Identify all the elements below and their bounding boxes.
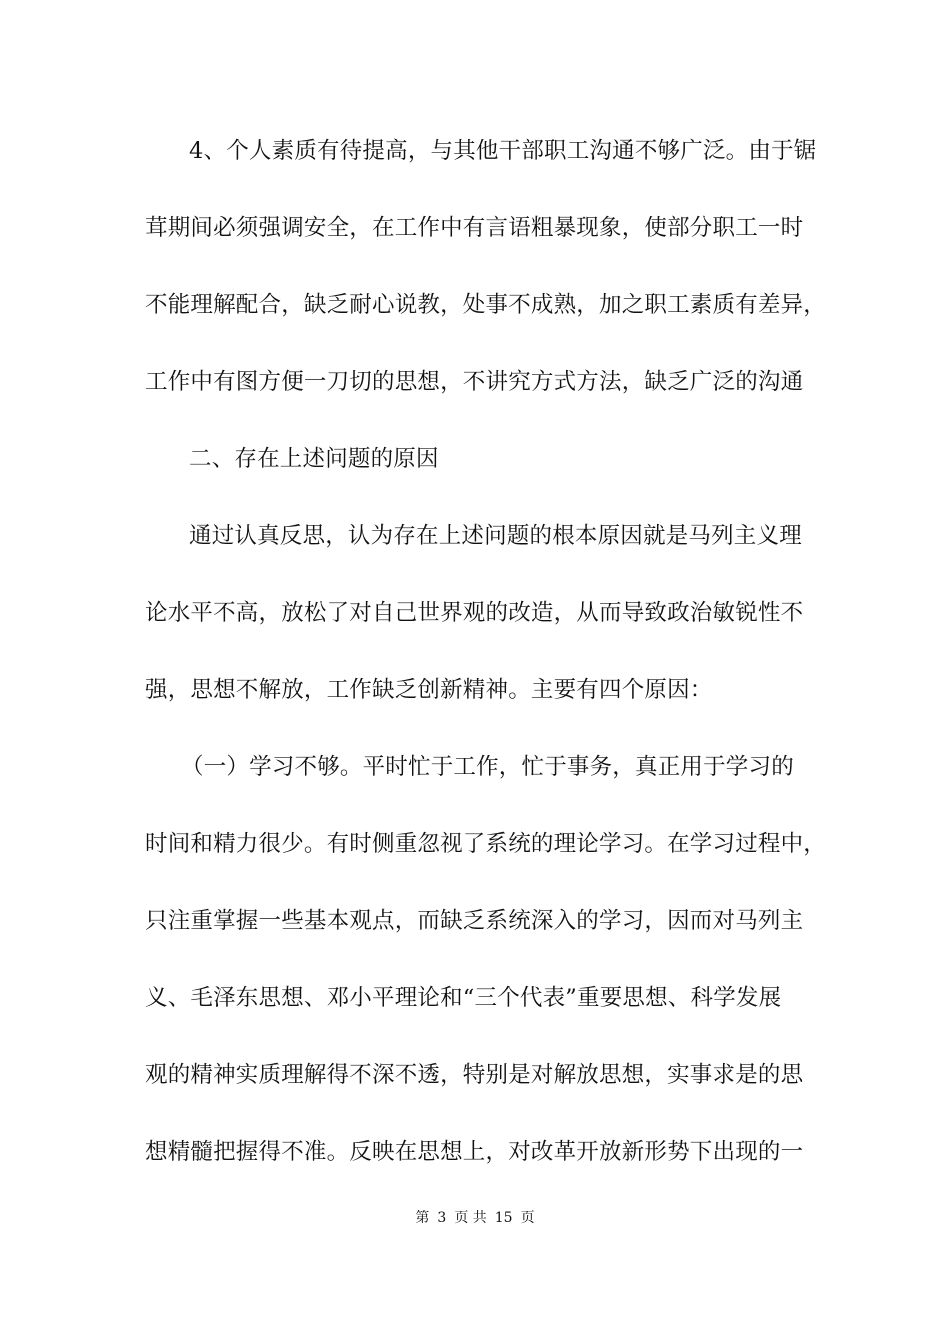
paragraph-line: 只注重掌握一些基本观点，而缺乏系统深入的学习，因而对马列主: [145, 908, 804, 934]
section-heading: 二、存在上述问题的原因: [189, 446, 439, 472]
paragraph-line: 工作中有图方便一刀切的思想，不讲究方式方法，缺乏广泛的沟通: [145, 369, 804, 395]
paragraph-line: （一）学习不够。平时忙于工作，忙于事务，真正用于学习的: [181, 754, 794, 780]
footer-page-number: 3: [437, 1210, 447, 1226]
paragraph-line: 义、毛泽东思想、邓小平理论和“三个代表”重要思想、科学发展: [145, 985, 782, 1011]
footer-total-pages: 15: [494, 1210, 513, 1226]
paragraph-line: 不能理解配合，缺乏耐心说教，处事不成熟，加之职工素质有差异，: [145, 292, 827, 318]
paragraph-line: 想精髓把握得不准。反映在思想上，对改革开放新形势下出现的一: [145, 1139, 804, 1165]
footer-prefix: 第: [415, 1210, 430, 1226]
footer-middle: 页 共: [454, 1210, 487, 1226]
footer-suffix: 页: [520, 1210, 535, 1226]
paragraph-line: 观的精神实质理解得不深不透，特别是对解放思想，实事求是的思: [145, 1062, 804, 1088]
paragraph-line: 论水平不高，放松了对自己世界观的改造，从而导致政治敏锐性不: [145, 600, 804, 626]
page-footer: [0, 1208, 950, 1228]
paragraph-line: 茸期间必须强调安全，在工作中有言语粗暴现象，使部分职工一时: [145, 215, 804, 241]
paragraph-line: 强，思想不解放，工作缺乏创新精神。主要有四个原因：: [145, 677, 713, 703]
paragraph-line: 通过认真反思，认为存在上述问题的根本原因就是马列主义理: [189, 523, 802, 549]
paragraph-line: 4、个人素质有待提高，与其他干部职工沟通不够广泛。由于锯: [189, 138, 817, 164]
paragraph-line: 时间和精力很少。有时侧重忽视了系统的理论学习。在学习过程中，: [145, 831, 827, 857]
